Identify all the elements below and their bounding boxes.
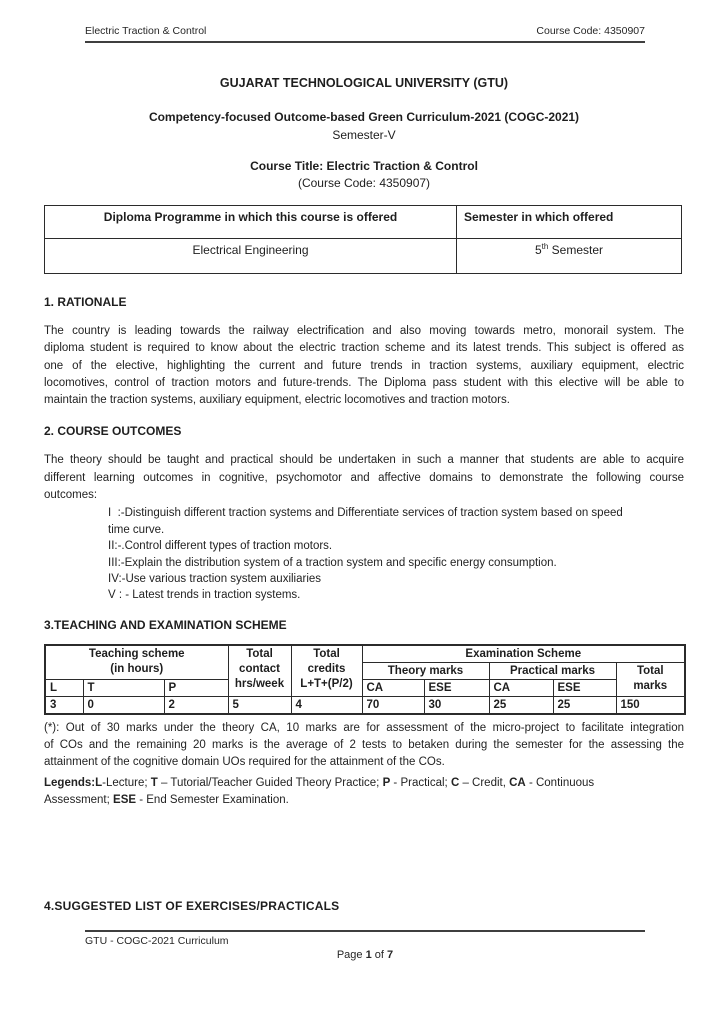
teaching-scheme-header-line: (in hours)	[110, 662, 164, 675]
total-credits-line: L+T+(P/2)	[300, 677, 353, 690]
rationale-line: locomotives, control of traction motors and future-trends. The Diploma pass student with this elective will be able to	[44, 376, 684, 389]
section-rationale-heading: 1. RATIONALE	[44, 295, 127, 309]
value-theory-CA: 70	[362, 696, 424, 714]
assessment-note-line: attainment of the cognitive domain UOs required for the attainment of the COs.	[44, 756, 445, 769]
legend-key-T: T	[150, 776, 158, 789]
col-header-theory-ESE: ESE	[424, 679, 489, 696]
legend-key-L: L	[95, 776, 103, 789]
total-marks-header	[616, 662, 685, 696]
teaching-examination-table	[44, 644, 686, 715]
legend-key-CA: CA	[509, 776, 526, 789]
total-contact-line: contact	[239, 662, 280, 675]
total-credits-line: Total	[313, 647, 340, 660]
value-theory-ESE: 30	[424, 696, 489, 714]
curriculum-title: Competency-focused Outcome-based Green Curriculum-2021 (COGC-2021)	[148, 110, 580, 124]
total-marks-line: marks	[633, 679, 668, 692]
semester-word: Semester	[548, 243, 604, 257]
legend-desc: - End Semester Examination.	[136, 793, 289, 806]
offering-header-semester: Semester in which offered	[457, 206, 682, 239]
examination-scheme-header: Examination Scheme	[362, 645, 685, 663]
offering-table-header-row	[45, 206, 682, 239]
value-P: 2	[164, 696, 228, 714]
value-L: 3	[45, 696, 83, 714]
value-practical-ESE: 25	[553, 696, 616, 714]
document-body	[44, 76, 684, 913]
total-credits-header	[291, 645, 362, 697]
outcomes-intro-paragraph	[44, 452, 684, 504]
offering-programme-value: Electrical Engineering	[45, 239, 457, 274]
legend-desc: – Tutorial/Teacher Guided Theory Practice;	[157, 776, 383, 789]
value-total-credits: 4	[291, 696, 362, 714]
course-code: (Course Code: 4350907)	[297, 176, 431, 190]
semester-label: Semester-V	[332, 128, 396, 142]
outcomes-intro-line: different learning outcomes in cognitive, psychomotor and affective domains to demonstrate the following course	[44, 471, 684, 484]
legend-key-ESE: ESE	[113, 793, 137, 806]
footer-page-indicator	[85, 949, 645, 961]
value-practical-CA: 25	[489, 696, 553, 714]
assessment-note-paragraph	[44, 720, 684, 772]
scheme-subheader-row	[45, 679, 685, 696]
university-title: GUJARAT TECHNOLOGICAL UNIVERSITY (GTU)	[219, 76, 509, 90]
legend-key-P: P	[382, 776, 391, 789]
scheme-values-row	[45, 696, 685, 714]
rationale-line: The country is leading towards the railway electrification and also moving towards metro, monorail system. The	[44, 325, 684, 337]
total-contact-line: hrs/week	[234, 677, 285, 690]
total-contact-header	[228, 645, 291, 697]
outcomes-intro-line: outcomes:	[44, 489, 98, 502]
rationale-paragraph	[44, 323, 684, 409]
legends-label: Legends:	[44, 776, 96, 789]
offering-table	[44, 205, 682, 274]
rationale-line: diploma student is required to know about the electric traction scheme and its latest trends. This subject is offered as	[44, 342, 684, 355]
legend-desc: - Continuous	[525, 776, 595, 789]
offering-semester-value	[457, 239, 682, 274]
document-header	[85, 0, 645, 43]
page-total: 7	[387, 949, 394, 961]
legend-desc: - Practical;	[390, 776, 451, 789]
document-footer	[85, 930, 645, 961]
page-word: Page	[336, 949, 366, 961]
col-header-practical-CA: CA	[489, 679, 553, 696]
practical-marks-header: Practical marks	[489, 662, 616, 679]
legends-line	[44, 775, 684, 792]
value-total-marks: 150	[616, 696, 685, 714]
legend-desc: – Credit,	[459, 776, 510, 789]
teaching-scheme-header	[45, 645, 228, 680]
of-word: of	[371, 949, 388, 961]
col-header-theory-CA: CA	[362, 679, 424, 696]
col-header-P: P	[164, 679, 228, 696]
course-outcome-item: V : - Latest trends in traction systems.	[108, 589, 301, 602]
col-header-practical-ESE: ESE	[553, 679, 616, 696]
legend-desc: Assessment;	[44, 793, 114, 806]
semester-ordinal-suffix: th	[541, 242, 549, 251]
total-credits-line: credits	[307, 662, 346, 675]
section-outcomes-heading: 2. COURSE OUTCOMES	[44, 424, 182, 439]
course-outcome-item: IV:-Use various traction system auxiliaries	[108, 573, 322, 585]
rationale-line: one of the elective, highlighting the current and future trends in traction systems, auxiliary equipment, electric	[44, 359, 684, 372]
rationale-line: maintain the traction systems, auxiliary equipment, electric locomotives and traction motors.	[44, 394, 510, 407]
legends-paragraph	[44, 775, 684, 809]
col-header-T: T	[83, 679, 164, 696]
total-marks-line: Total	[636, 664, 664, 677]
col-header-L: L	[45, 679, 83, 696]
section-teaching-scheme-heading: 3.TEACHING AND EXAMINATION SCHEME	[44, 617, 287, 632]
total-contact-line: Total	[246, 647, 273, 660]
section-practicals-heading: 4.SUGGESTED LIST OF EXERCISES/PRACTICALS	[44, 899, 340, 914]
offering-header-programme: Diploma Programme in which this course is offered	[45, 206, 457, 239]
footer-curriculum-label: GTU - COGC-2021 Curriculum	[85, 935, 229, 947]
value-T: 0	[83, 696, 164, 714]
teaching-scheme-header-line: Teaching scheme	[88, 647, 185, 660]
semester-number: 5	[534, 243, 542, 257]
value-total-contact: 5	[228, 696, 291, 714]
legend-key-C: C	[450, 776, 460, 789]
legends-line	[44, 792, 684, 809]
assessment-note-line: (*): Out of 30 marks under the theory CA, 10 marks are for assessment of the micro-project to facilitate integration	[44, 721, 684, 734]
theory-marks-header: Theory marks	[362, 662, 489, 679]
header-course-code: Course Code: 4350907	[536, 25, 645, 37]
course-outcome-item: III:-Explain the distribution system of a traction system and specific energy consumption.	[108, 556, 557, 569]
scheme-header-row-1	[45, 645, 685, 663]
course-outcome-item: time curve.	[108, 523, 165, 536]
course-outcomes-list	[44, 505, 684, 603]
course-outcome-item: II:-.Control different types of traction motors.	[108, 540, 333, 553]
course-outcome-item: I :-Distinguish different traction systems and Differentiate services of traction system based on speed	[108, 507, 623, 520]
course-title: Course Title: Electric Traction & Control	[250, 159, 478, 173]
offering-table-data-row	[45, 239, 682, 274]
assessment-note-line: of COs and the remaining 20 marks is the average of 2 tests to betaken during the semester for the assessing the	[44, 739, 684, 752]
page-number: 1	[365, 949, 372, 961]
header-course-name: Electric Traction & Control	[85, 25, 207, 37]
outcomes-intro-line: The theory should be taught and practical should be undertaken in such a manner that students are able to acquire	[44, 454, 684, 467]
legend-desc: -Lecture;	[102, 776, 151, 789]
